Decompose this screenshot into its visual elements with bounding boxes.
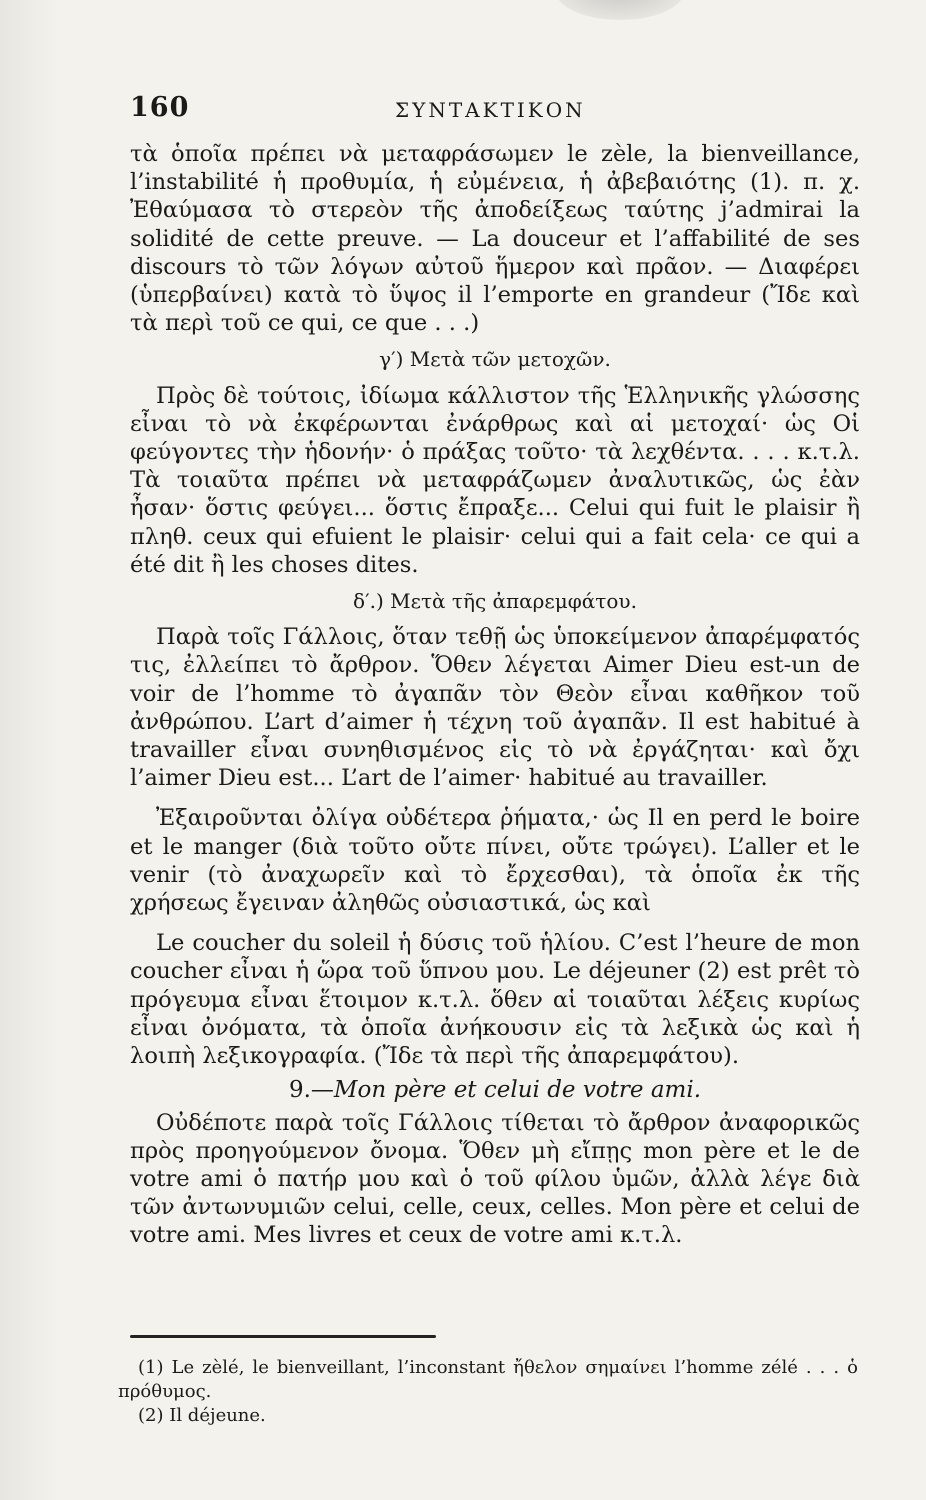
page-header: [130, 92, 850, 132]
paragraph-5: Le coucher du soleil ἡ δύσις τοῦ ἡλίου. C’est l’heure de mon coucher εἶναι ἡ ὥρα τοῦ ὕπνου μου. Le déjeuner (2) est prêt τὸ πρόγευμα εἶναι ἕτοιμον κ.τ.λ. ὅθεν αἱ τοιαῦται λέξεις κυρίως εἶναι ὀνόματα, τὰ ὁποῖα ἀνήκουσιν εἰς τὰ λεξικὰ ὡς καὶ ἡ λοιπὴ λεξικογραφία. (Ἴδε τὰ περὶ τῆς ἀπαρεμφάτου).: [130, 930, 860, 1070]
footnotes: [118, 1356, 858, 1428]
running-head: ΣΥΝΤΑΚΤΙΚΟΝ: [395, 98, 586, 122]
paragraph-1: τὰ ὁποῖα πρέπει νὰ μεταφράσωμεν le zèle, la bienveillance, l’instabilité ἡ προθυμία, ἡ εὐμένεια, ἡ ἀβεβαιότης (1). π. χ. Ἐθαύμασα τὸ στερεὸν τῆς ἀποδείξεως ταύτης j’admirai la solidité de cette preuve. — La douceur et l’affabilité de ses discours τὸ τῶν λόγων αὐτοῦ ἥμερον καὶ πρᾶον. — Διαφέρει (ὑπερβαίνει) κατὰ τὸ ὕψος il l’emporte en grandeur (Ἴδε καὶ τὰ περὶ τοῦ ce qui, ce que . . .): [130, 141, 860, 337]
subheading-delta: δ′.) Μετὰ τῆς ἀπαρεμφάτου.: [353, 589, 637, 614]
footnote-rule: [130, 1335, 436, 1338]
page-body: [130, 140, 860, 1250]
section-9-heading: [130, 1076, 860, 1104]
footnote-2: (2) Il déjeune.: [138, 1405, 266, 1426]
page-number: 160: [130, 92, 190, 123]
paragraph-3: Παρὰ τοῖς Γάλλοις, ὅταν τεθῇ ὡς ὑποκείμενον ἀπαρέμφατός τις, ἐλλείπει τὸ ἄρθρον. Ὅθεν λέγεται Aimer Dieu est-un de voir de l’homme τὸ ἀγαπᾶν τὸν Θεὸν εἶναι καθῆκον τοῦ ἀνθρώπου. L’art d’aimer ἡ τέχνη τοῦ ἀγαπᾶν. Il est habitué à travailler εἶναι συνηθισμένος εἰς τὸ νὰ ἐργάζηται· καὶ ὄχι l’aimer Dieu est... L’art de l’aimer· habitué au travailler.: [130, 624, 860, 792]
subheading-gamma: γ′) Μετὰ τῶν μετοχῶν.: [379, 347, 611, 372]
footnote-1: (1) Le zèlé, le bienveillant, l’inconstant ἤθελον σημαίνει l’homme zélé . . . ὁ πρόθυμος.: [118, 1357, 858, 1402]
gutter-shadow: [0, 0, 60, 1500]
paragraph-4: Ἐξαιροῦνται ὀλίγα οὐδέτερα ῥήματα,· ὡς Il en perd le boire et le manger (διὰ τοῦτο οὔτε πίνει, οὔτε τρώγει). L’aller et le venir (τὸ ἀναχωρεῖν καὶ τὸ ἔρχεσθαι), τὰ ὁποῖα ἐκ τῆς χρήσεως ἔγειναν ἀληθῶς οὐσιαστικά, ὡς καὶ: [130, 805, 860, 917]
paragraph-2: Πρὸς δὲ τούτοις, ἰδίωμα κάλλιστον τῆς Ἑλληνικῆς γλώσσης εἶναι τὸ νὰ ἐκφέρωνται ἐνάρθρως καὶ αἱ μετοχαί· ὡς Οἱ φεύγοντες τὴν ἡδονήν· ὁ πράξας τοῦτο· τὰ λεχθέντα. . . . κ.τ.λ. Τὰ τοιαῦτα πρέπει νὰ μεταφράζωμεν ἀναλυτικῶς, ὡς ἐὰν ἦσαν· ὅστις φεύγει... ὅστις ἔπραξε... Celui qui fuit le plaisir ἢ πληθ. ceux qui efuient le plaisir· celui qui a fait cela· ce qui a été dit ἢ les choses dites.: [130, 382, 860, 578]
section-9-title: Mon père et celui de votre ami.: [333, 1077, 702, 1104]
ink-blot: [555, 0, 685, 20]
paragraph-6: Οὐδέποτε παρὰ τοῖς Γάλλοις τίθεται τὸ ἄρθρον ἀναφορικῶς πρὸς προηγούμενον ὄνομα. Ὅθεν μὴ εἴπῃς mon père et le de votre ami ὁ πατήρ μου καὶ ὁ τοῦ φίλου ὑμῶν, ἀλλὰ λέγε διὰ τῶν ἀντωνυμιῶν celui, celle, ceux, celles. Mon père et celui de votre ami. Mes livres et ceux de votre ami κ.τ.λ.: [130, 1109, 860, 1249]
section-9-number: 9.—: [288, 1077, 334, 1104]
